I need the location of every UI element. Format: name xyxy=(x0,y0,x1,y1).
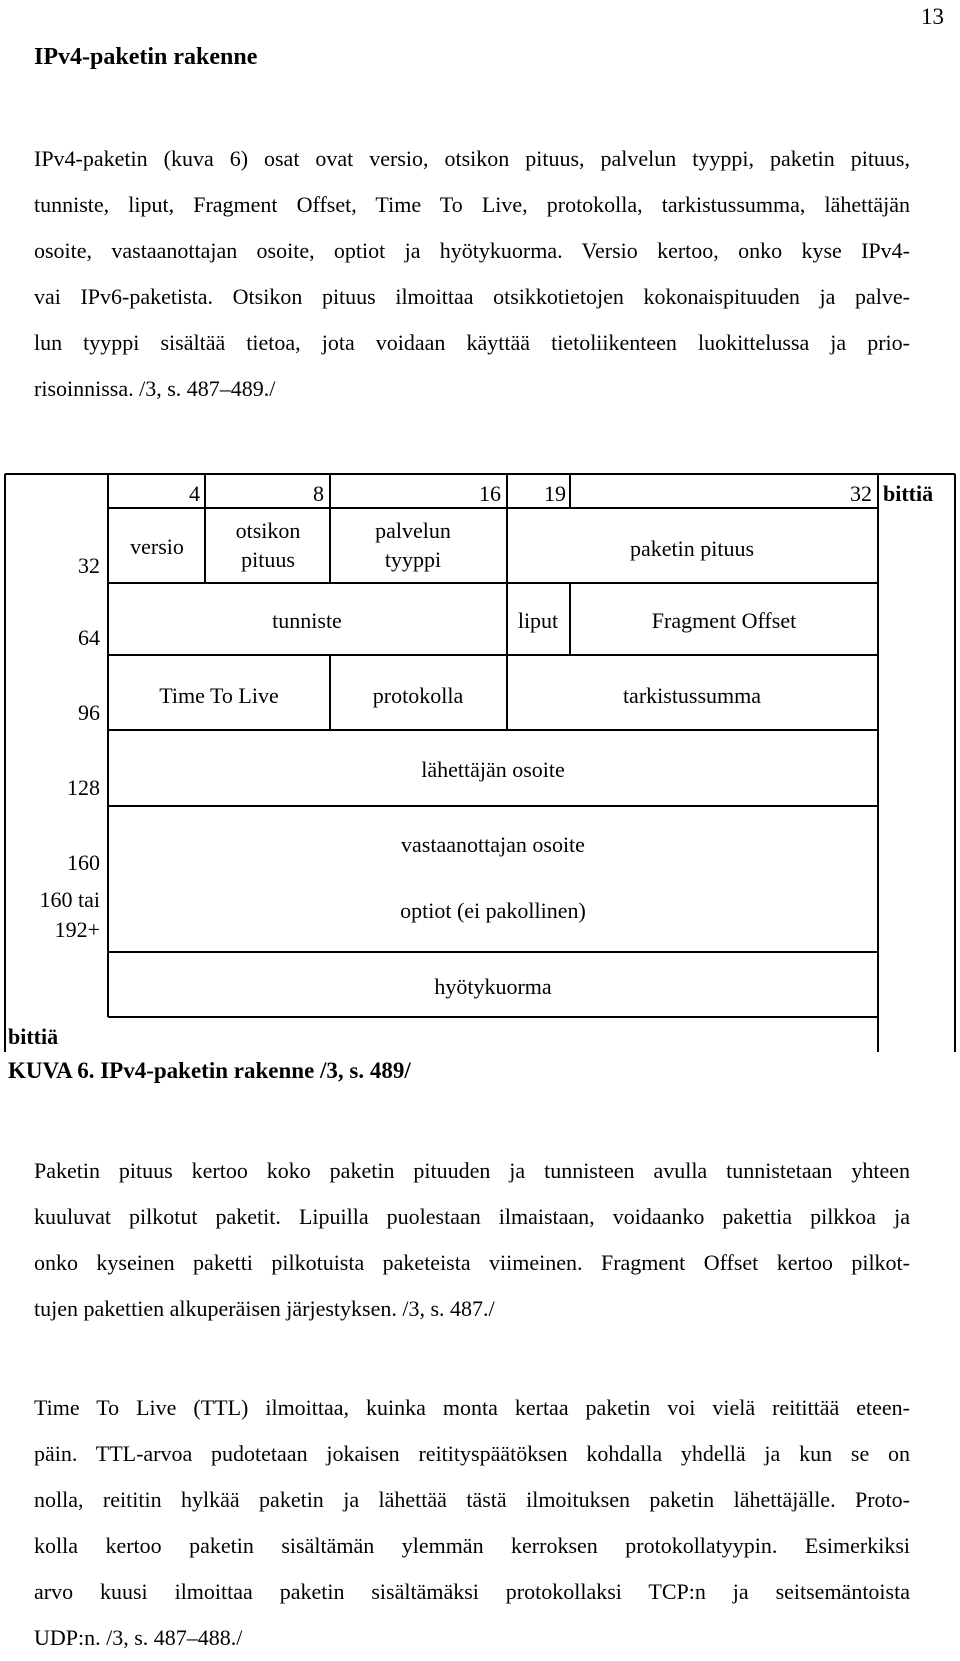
field-time-to-live: Time To Live xyxy=(159,683,279,708)
figure-caption: KUVA 6. IPv4-paketin rakenne /3, s. 489/ xyxy=(8,1058,411,1083)
text-line: kolla kertoo paketin sisältämän ylemmän kerroksen protokollatyypin. Esimerkiksi xyxy=(34,1533,910,1558)
field-hyotykuorma: hyötykuorma xyxy=(434,974,552,999)
text-line: osoite, vastaanottajan osoite, optiot ja hyötykuorma. Versio kertoo, onko kyse IPv4- xyxy=(34,238,910,263)
text-line: risoinnissa. /3, s. 487–489./ xyxy=(34,376,276,401)
text-line: IPv4-paketin (kuva 6) osat ovat versio, otsikon pituus, palvelun tyyppi, paketin pituus, xyxy=(34,146,910,171)
bit-label: 16 xyxy=(479,481,501,506)
row-bit-label: 96 xyxy=(78,700,100,725)
field-vastaanottajan-osoite: vastaanottajan osoite xyxy=(401,832,585,857)
field-palvelun-tyyppi: palvelun xyxy=(375,518,451,543)
field-optiot: optiot (ei pakollinen) xyxy=(400,898,586,923)
row-bit-label: 32 xyxy=(78,553,100,578)
text-line: tunniste, liput, Fragment Offset, Time To Live, protokolla, tarkistussumma, lähettäjän xyxy=(34,192,910,217)
text-line: vai IPv6-paketista. Otsikon pituus ilmoittaa otsikkotietojen kokonaispituuden ja palve- xyxy=(34,284,910,309)
text-line: päin. TTL-arvoa pudotetaan jokaisen reitityspäätöksen kohdalla yhdellä ja kun se on xyxy=(34,1441,910,1466)
row-bit-label: 64 xyxy=(78,625,100,650)
text-line: arvo kuusi ilmoittaa paketin sisältämäksi protokollaksi TCP:n ja seitsemäntoista xyxy=(34,1579,910,1604)
field-protokolla: protokolla xyxy=(372,683,464,708)
field-tarkistussumma: tarkistussumma xyxy=(622,683,762,708)
text-line: nolla, reititin hylkää paketin ja lähettää tästä ilmoituksen paketin lähettäjälle. Proto- xyxy=(34,1487,910,1512)
field-tunniste: tunniste xyxy=(272,608,342,633)
row-bit-label: 160 tai xyxy=(39,887,100,912)
text-line: UDP:n. /3, s. 487–488./ xyxy=(34,1625,243,1650)
bit-label: 4 xyxy=(189,481,200,506)
section-heading: IPv4-paketin rakenne xyxy=(34,44,258,70)
text-line: Time To Live (TTL) ilmoittaa, kuinka monta kertaa paketin voi vielä reitittää eteen- xyxy=(34,1395,910,1420)
bit-label: 8 xyxy=(313,481,324,506)
row-bit-label: 192+ xyxy=(54,917,100,942)
field-otsikon-pituus: pituus xyxy=(241,547,295,572)
field-otsikon-pituus: otsikon xyxy=(235,518,301,543)
text-line: tujen pakettien alkuperäisen järjestyksen. /3, s. 487./ xyxy=(34,1296,495,1321)
page-number: 13 xyxy=(921,4,944,29)
text-line: Paketin pituus kertoo koko paketin pituuden ja tunnisteen avulla tunnistetaan yhteen xyxy=(34,1158,910,1183)
paragraph-packet-length xyxy=(34,1148,910,1332)
field-lahettajan-osoite: lähettäjän osoite xyxy=(421,757,565,782)
field-palvelun-tyyppi: tyyppi xyxy=(384,547,442,572)
bit-label: 32 xyxy=(850,481,872,506)
paragraph-ttl xyxy=(34,1385,910,1661)
field-paketin-pituus: paketin pituus xyxy=(629,536,755,561)
text-line: lun tyyppi sisältää tietoa, jota voidaan käyttää tietoliikenteen luokittelussa ja prio- xyxy=(34,330,910,355)
bits-unit-label: bittiä xyxy=(8,1024,59,1049)
field-liput: liput xyxy=(517,608,559,633)
bit-label: 19 xyxy=(544,481,566,506)
bits-unit-label: bittiä xyxy=(883,481,934,506)
field-fragment-offset: Fragment Offset xyxy=(651,608,797,633)
row-bit-label: 128 xyxy=(67,775,100,800)
text-line: onko kyseinen paketti pilkotuista paketeista viimeinen. Fragment Offset kertoo pilkot- xyxy=(34,1250,910,1275)
row-bit-label: 160 xyxy=(67,850,100,875)
text-line: kuuluvat pilkotut paketit. Lipuilla puolestaan ilmaistaan, voidaanko pakettia pilkkoa ja xyxy=(34,1204,910,1229)
field-versio: versio xyxy=(130,534,184,559)
